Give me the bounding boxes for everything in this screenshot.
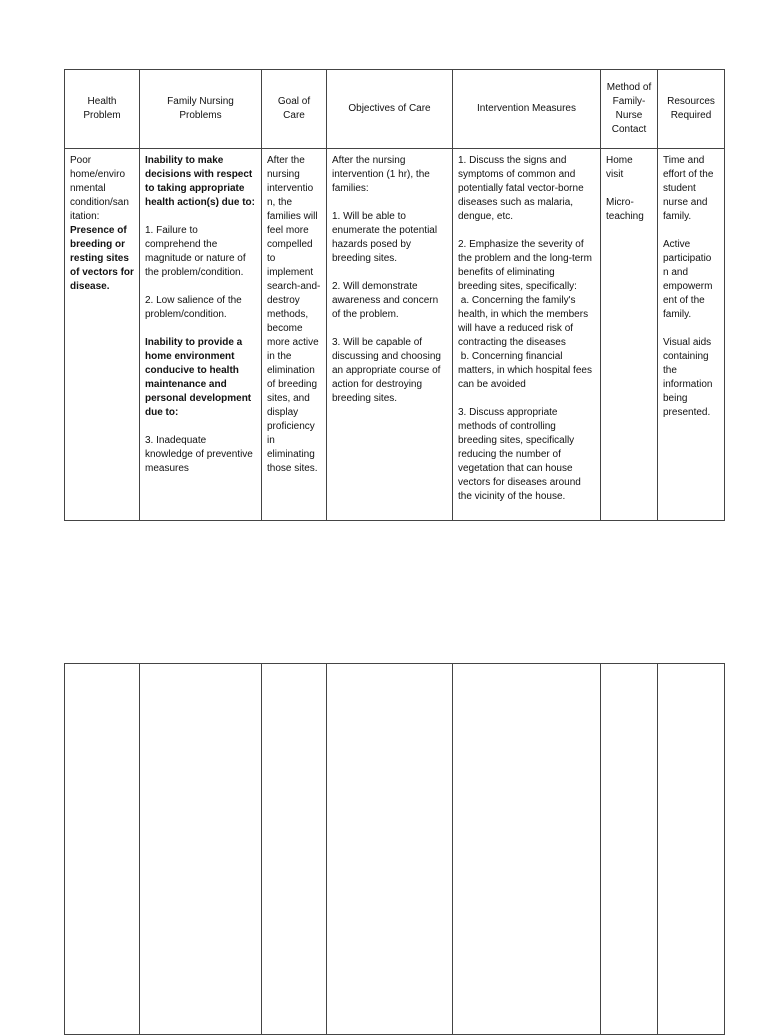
health-problem-text (70, 154, 137, 294)
resource-item-3: Visual aids containing the information being presented. (663, 337, 716, 418)
method-of-contact-cell (601, 149, 658, 521)
goal-text: After the nursing interventio n, the families will feel more compelled to implement search-and-destroy methods, become more active in the elimination of breeding sites, and display proficiency in eliminating those sites. (267, 155, 322, 474)
header-method-of-contact: Method of Family-Nurse Contact (601, 70, 658, 149)
health-problem-cell (65, 149, 140, 521)
header-goal-of-care: Goal of Care (262, 70, 327, 149)
empty-cell (658, 664, 725, 1035)
header-row (65, 70, 725, 149)
objectives-intro: After the nursing intervention (1 hr), the families: (332, 155, 433, 194)
empty-cell (140, 664, 262, 1035)
empty-cell (327, 664, 453, 1035)
nursing-problem-environment-heading: Inability to provide a home environment conducive to health maintenance and personal development due to: (145, 337, 254, 418)
empty-cell (262, 664, 327, 1035)
table-row (65, 149, 725, 521)
intervention-item-1: 1. Discuss the signs and symptoms of common and potentially fatal vector-borne diseases such as malaria, dengue, etc. (458, 155, 587, 222)
objective-item-3: 3. Will be capable of discussing and choosing an appropriate course of action for destroying breeding sites. (332, 337, 444, 404)
header-intervention-measures: Intervention Measures (453, 70, 601, 149)
care-plan-table (64, 69, 725, 521)
method-home-visit: Home visit (606, 155, 636, 180)
objectives-of-care-cell (327, 149, 453, 521)
intervention-measures-cell (453, 149, 601, 521)
nursing-problem-item-1: 1. Failure to comprehend the magnitude or nature of the problem/condition. (145, 225, 249, 278)
empty-table-row (65, 664, 725, 1035)
resource-item-1: Time and effort of the student nurse and family. (663, 155, 717, 222)
empty-cell (453, 664, 601, 1035)
resources-required-cell (658, 149, 725, 521)
health-problem-condition: Poor home/enviro nmental condition/san itation: (70, 155, 132, 222)
objective-item-2: 2. Will demonstrate awareness and concern of the problem. (332, 281, 441, 320)
family-nursing-problems-cell (140, 149, 262, 521)
nursing-problem-item-3: 3. Inadequate knowledge of preventive measures (145, 435, 256, 474)
goal-of-care-cell (262, 149, 327, 521)
header-family-nursing-problems: Family Nursing Problems (140, 70, 262, 149)
method-micro-teaching: Micro-teaching (606, 197, 644, 222)
intervention-item-3: 3. Discuss appropriate methods of controlling breeding sites, specifically reducing the number of vegetation that can house vectors for diseases around the vicinity of the house. (458, 407, 584, 502)
empty-cell (601, 664, 658, 1035)
header-health-problem: Health Problem (65, 70, 140, 149)
nursing-problem-decision-heading: Inability to make decisions with respect to taking appropriate health action(s) due to: (145, 155, 256, 208)
empty-care-plan-table (64, 663, 725, 1035)
intervention-item-2: 2. Emphasize the severity of the problem and the long-term benefits of eliminating breeding sites, specifically: a. Concerning the family's health, in which the members will have a reduced risk of contracting the diseases b. Concerning financial matters, in which hospital fees can be avoided (458, 239, 592, 390)
empty-cell (65, 664, 140, 1035)
resource-item-2: Active participatio n and empowerm ent of the family. (663, 239, 716, 320)
header-objectives-of-care: Objectives of Care (327, 70, 453, 149)
objective-item-1: 1. Will be able to enumerate the potential hazards posed by breeding sites. (332, 211, 440, 264)
header-resources-required: Resources Required (658, 70, 725, 149)
nursing-problem-item-2: 2. Low salience of the problem/condition. (145, 295, 245, 320)
health-problem-breeding-sites: Presence of breeding or resting sites of vectors for disease. (70, 225, 137, 292)
